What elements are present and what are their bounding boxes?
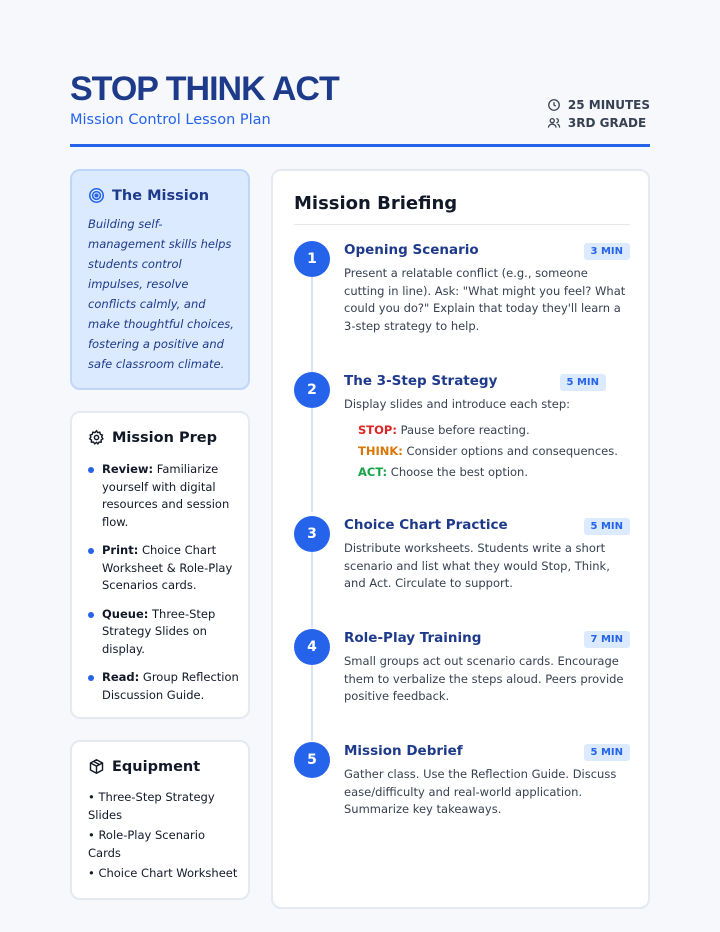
stop-keyword: STOP:: [358, 422, 397, 437]
duration-text: 25 MINUTES: [567, 98, 650, 112]
strategy-text: Consider options and consequences.: [402, 443, 618, 458]
equipment-item: • Choice Chart Worksheet: [88, 866, 238, 880]
prep-item-text: Familiarize yourself with digital resources and session flow.: [102, 462, 230, 529]
page-subtitle: Mission Control Lesson Plan: [70, 112, 271, 128]
equipment-item: • Role-Play Scenario Cards: [88, 828, 205, 860]
step-title: Mission Debrief: [344, 743, 463, 759]
step-number: 1: [294, 241, 330, 277]
prep-item: [88, 669, 240, 704]
prep-item-text: Three-Step Strategy Slides on display.: [102, 606, 216, 656]
step-title: The 3-Step Strategy: [344, 373, 498, 389]
prep-item: [88, 461, 240, 531]
step-body: Distribute worksheets. Students write a short scenario and list what they would Stop, Think, and Act. Circulate to support.: [344, 541, 610, 590]
mission-card-title: [88, 187, 209, 204]
equipment-item: • Three-Step Strategy Slides: [88, 790, 215, 822]
prep-item: [88, 542, 240, 595]
target-icon: [88, 187, 105, 204]
time-badge: 5 MIN: [584, 518, 630, 535]
clock-icon: [547, 98, 561, 112]
equipment-list: [88, 789, 240, 886]
think-keyword: THINK:: [358, 443, 403, 458]
act-keyword: ACT:: [358, 464, 388, 479]
duration-row: [547, 96, 650, 114]
briefing-card: [271, 169, 650, 909]
strategy-item-stop: [358, 420, 630, 441]
grade-text: 3RD GRADE: [567, 116, 647, 130]
briefing-divider: [294, 224, 630, 225]
prep-title: Mission Prep: [112, 429, 217, 446]
equipment-title: Equipment: [112, 758, 201, 775]
strategy-list: [344, 420, 630, 483]
prep-item: [88, 606, 240, 659]
step-title: Choice Chart Practice: [344, 517, 508, 533]
timeline-connector: [311, 277, 313, 381]
mission-card: [70, 169, 250, 390]
step-body: Small groups act out scenario cards. Encourage them to verbalize the steps aloud. Peers provide positive feedback.: [344, 654, 624, 703]
prep-item-label: Review:: [102, 462, 154, 476]
briefing-title: Mission Briefing: [294, 193, 458, 214]
step-body: Present a relatable conflict (e.g., someone cutting in line). Ask: "What might you feel? What could you do?" Explain that today they'll learn a 3-step strategy to help.: [344, 266, 626, 333]
prep-item-label: Queue:: [102, 606, 149, 621]
step-number: 2: [294, 372, 330, 408]
lesson-meta: [547, 96, 650, 132]
strategy-item-act: [358, 462, 630, 483]
prep-card: [70, 411, 250, 719]
prep-item-text: Group Reflection Discussion Guide.: [102, 670, 239, 702]
step-body: Gather class. Use the Reflection Guide. Discuss ease/difficulty and real-world application. Summarize key takeaways.: [344, 767, 617, 816]
page-header: [70, 70, 650, 128]
strategy-text: Pause before reacting.: [396, 422, 530, 437]
timeline-connector: [311, 552, 313, 628]
prep-item-label: Print:: [102, 543, 139, 557]
users-icon: [547, 116, 561, 130]
time-badge: 5 MIN: [560, 374, 606, 391]
step-title: Opening Scenario: [344, 242, 479, 258]
time-badge: 3 MIN: [584, 243, 630, 260]
strategy-item-think: [358, 441, 630, 462]
step-number: 5: [294, 742, 330, 778]
step-number: 4: [294, 629, 330, 665]
time-badge: 5 MIN: [584, 744, 630, 761]
timeline-connector: [311, 665, 313, 741]
step-number: 3: [294, 516, 330, 552]
page-title: STOP THINK ACT: [70, 70, 339, 108]
prep-list: [88, 461, 240, 715]
equipment-card-title: [88, 758, 200, 775]
strategy-text: Choose the best option.: [387, 464, 529, 479]
step-title: Role-Play Training: [344, 630, 482, 646]
mission-text: Building self-management skills helps students control impulses, resolve conflicts calmly, and make thoughtful choices, fostering a positive and safe classroom climate.: [88, 217, 234, 371]
timeline-connector: [311, 408, 313, 512]
step-body: [344, 396, 630, 483]
mission-title: The Mission: [112, 187, 210, 204]
gear-icon: [88, 429, 105, 446]
equipment-card: [70, 740, 250, 900]
header-divider: [70, 144, 650, 147]
time-badge: 7 MIN: [584, 631, 630, 648]
prep-card-title: [88, 429, 217, 446]
box-icon: [88, 758, 105, 775]
step-body-text: Display slides and introduce each step:: [344, 397, 571, 411]
prep-item-text: Choice Chart Worksheet & Role-Play Scenarios cards.: [102, 543, 233, 592]
grade-row: [547, 114, 650, 132]
prep-item-label: Read:: [102, 670, 140, 684]
